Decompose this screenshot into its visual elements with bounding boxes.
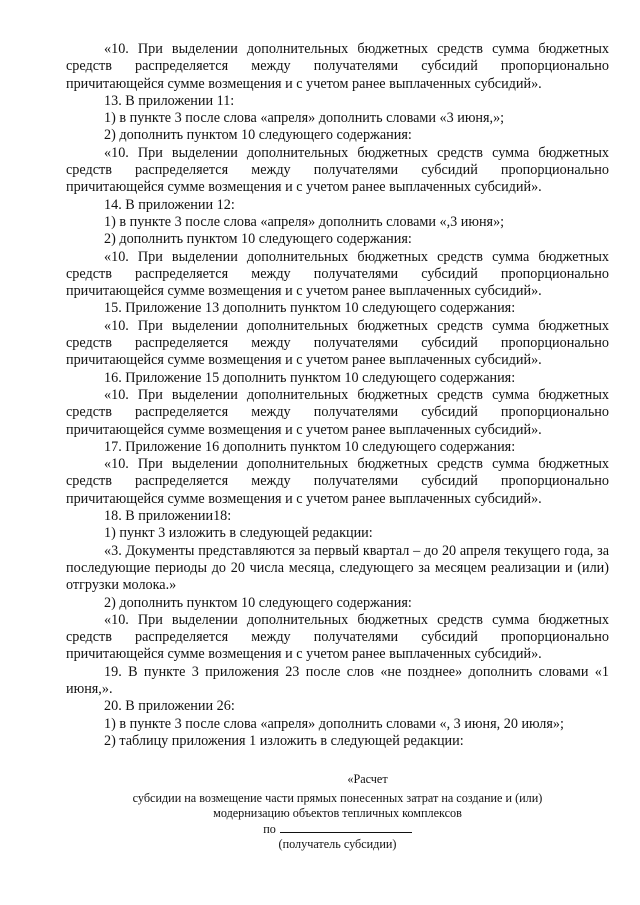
paragraph: «10. При выделении дополнительных бюджетных средств сумма бюджетных средств распределяется между получателями субсидий пропорционально причитающейся сумме возмещения и с учетом ранее выплаченных субсидий».: [66, 611, 609, 663]
caption-recipient: (получатель субсидии): [278, 836, 397, 851]
table-caption: [66, 772, 609, 852]
paragraph: 1) пункт 3 изложить в следующей редакции:: [104, 525, 373, 542]
paragraph: 15. Приложение 13 дополнить пунктом 10 следующего содержания:: [104, 300, 516, 317]
caption-po-label: по: [263, 821, 276, 836]
paragraph: «10. При выделении дополнительных бюджетных средств сумма бюджетных средств распределяется между получателями субсидий пропорционально причитающейся сумме возмещения и с учетом ранее выплаченных субсидий».: [66, 386, 609, 438]
caption-line-2: модернизацию объектов тепличных комплексов: [213, 806, 462, 821]
paragraph: 1) в пункте 3 после слова «апреля» дополнить словами «, 3 июня, 20 июля»;: [104, 715, 564, 732]
document-body: [66, 41, 609, 750]
paragraph: «10. При выделении дополнительных бюджетных средств сумма бюджетных средств распределяется между получателями субсидий пропорционально причитающейся сумме возмещения и с учетом ранее выплаченных субсидий».: [66, 248, 609, 300]
paragraph: «10. При выделении дополнительных бюджетных средств сумма бюджетных средств распределяется между получателями субсидий пропорционально причитающейся сумме возмещения и с учетом ранее выплаченных субсидий».: [66, 41, 609, 92]
caption-po-line: [66, 822, 609, 837]
paragraph: 1) в пункте 3 после слова «апреля» дополнить словами «3 июня,»;: [104, 110, 505, 127]
paragraph: 2) дополнить пунктом 10 следующего содержания:: [104, 127, 412, 144]
paragraph: 14. В приложении 12:: [104, 196, 235, 213]
paragraph: «10. При выделении дополнительных бюджетных средств сумма бюджетных средств распределяется между получателями субсидий пропорционально причитающейся сумме возмещения и с учетом ранее выплаченных субсидий».: [66, 456, 609, 507]
paragraph: 19. В пункте 3 приложения 23 после слов «не позднее» дополнить словами «1 июня,».: [66, 663, 609, 697]
paragraph: «3. Документы представляются за первый квартал – до 20 апреля текущего года, за последующие периоды до 20 числа месяца, следующего за месяцем реализации и (или) отгрузки молока.»: [66, 542, 609, 594]
paragraph: 13. В приложении 11:: [104, 92, 235, 109]
paragraph: «10. При выделении дополнительных бюджетных средств сумма бюджетных средств распределяется между получателями субсидий пропорционально причитающейся сумме возмещения и с учетом ранее выплаченных субсидий».: [66, 144, 609, 196]
paragraph: «10. При выделении дополнительных бюджетных средств сумма бюджетных средств распределяется между получателями субсидий пропорционально причитающейся сумме возмещения и с учетом ранее выплаченных субсидий».: [66, 317, 609, 369]
caption-title: «Расчет: [347, 772, 388, 786]
paragraph: 18. В приложении18:: [104, 508, 232, 525]
paragraph: 2) дополнить пунктом 10 следующего содержания:: [104, 231, 412, 248]
caption-line-1: субсидии на возмещение части прямых понесенных затрат на создание и (или): [132, 791, 543, 806]
paragraph: 16. Приложение 15 дополнить пунктом 10 следующего содержания:: [104, 369, 516, 386]
paragraph: 20. В приложении 26:: [104, 698, 235, 715]
paragraph: 17. Приложение 16 дополнить пунктом 10 следующего содержания:: [104, 438, 516, 455]
paragraph: 2) таблицу приложения 1 изложить в следующей редакции:: [104, 732, 464, 749]
recipient-blank-line: [280, 822, 412, 833]
paragraph: 1) в пункте 3 после слова «апреля» дополнить словами «,3 июня»;: [104, 213, 505, 230]
paragraph: 2) дополнить пунктом 10 следующего содержания:: [104, 594, 412, 611]
